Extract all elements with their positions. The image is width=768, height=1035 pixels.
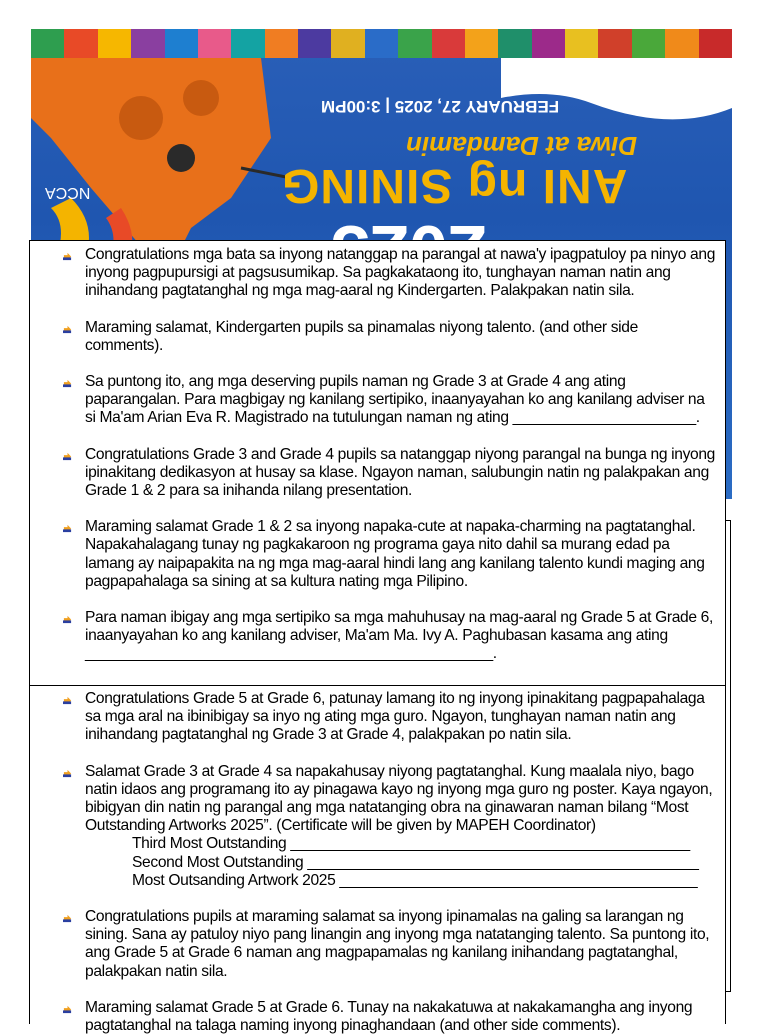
arrow-bullet-icon	[63, 615, 72, 624]
list-item: Sa puntong ito, ang mga deserving pupils naman ng Grade 3 at Grade 4 ang ating paparangalan. Para magbigay ng kanilang sertipiko, inaanyayahan ko ang kanilang adviser na si Ma'am Arian Eva R. Magistrado na tutulungan naman ng ating ______________________.	[30, 373, 725, 428]
list-item: Para naman ibigay ang mga sertipiko sa mga mahuhusay na mag-aaral ng Grade 5 at Grade 6, inaanyayahan ko ang kanilang adviser, Ma'am Ma. Ivy A. Paghubasan kasama ang ating _________________________________________________.	[30, 609, 725, 664]
banner-subtitle: Diwa at Damdamin	[406, 131, 638, 161]
arrow-bullet-icon	[63, 769, 72, 778]
script-list-1	[30, 241, 725, 664]
list-item: Maraming salamat Grade 5 at Grade 6. Tunay na nakakatuwa at nakakamangha ang inyong pagtatanghal na talaga naming inyong pinaghandaan (and other side comments).	[30, 999, 725, 1035]
banner-title: ANI ng SINING	[281, 159, 628, 212]
award-lines	[132, 835, 717, 890]
arrow-bullet-icon	[63, 524, 72, 533]
banner-date: FEBRUARY 27, 2025 | 3:00PM	[321, 97, 560, 116]
arrow-bullet-icon	[63, 452, 72, 461]
list-item: Salamat Grade 3 at Grade 4 sa napakahusay niyong pagtatanghal. Kung maalala niyo, bago natin idaos ang programang ito ay pinagawa kayo ng inyong mga guro ng poster. Kaya ngayon, bibigyan din natin ng parangal ang mga natatanging obra na ginawaran naman bilang “Most Outstanding Artworks 2025”. (Certificate will be given by MAPEH Coordinator) Third Most Outstanding ________________________________________________ Second Most Outstanding _______________________________________________ Most Outsanding Artwork 2025 ___________________________________________	[30, 763, 725, 890]
list-item: Maraming salamat, Kindergarten pupils sa pinamalas niyong talento. (and other side comments).	[30, 319, 725, 355]
script-box-2	[29, 685, 726, 1035]
arrow-bullet-icon	[63, 252, 72, 261]
list-item: Congratulations Grade 5 at Grade 6, patunay lamang ito ng inyong ipinakitang pagpapahalaga sa mga aral na ibinibigay sa inyo ng ating mga guro. Ngayon, tunghayan naman natin ang inihandang pagtatanghal ng Grade 3 at Grade 4, palakpakan po natin sila.	[30, 690, 725, 745]
arrow-bullet-icon	[63, 914, 72, 923]
script-box-1	[29, 240, 726, 686]
award-line-third: Third Most Outstanding ________________________________________________	[132, 835, 690, 853]
decorative-strip	[31, 29, 732, 58]
list-item: Maraming salamat Grade 1 & 2 sa inyong napaka-cute at napaka-charming na pagtatanghal. Napakahalagang tunay ng pagkakaroon ng programa gaya nito dahil sa murang edad pa lamang ay naipapakita na ng mga mag-aaral hindi lang ang kanilang talento kundi maging ang pagpapahalaga sa sining at sa kultura nating mga Pilipino.	[30, 518, 725, 591]
arrow-bullet-icon	[63, 696, 72, 705]
arrow-bullet-icon	[63, 379, 72, 388]
ncca-logo: NCCA	[45, 184, 91, 201]
award-line-most: Most Outsanding Artwork 2025 ___________________________________________	[132, 871, 698, 889]
script-list-2	[30, 686, 725, 1035]
page-border-fragment	[726, 520, 731, 992]
arrow-bullet-icon	[63, 325, 72, 334]
list-item: Congratulations Grade 3 and Grade 4 pupils sa natanggap niyong parangal na bunga ng inyong ipinakitang dedikasyon at husay sa klase. Ngayon naman, salubungin natin ng palakpakan ang Grade 1 & 2 para sa inihanda nilang presentation.	[30, 446, 725, 501]
arrow-bullet-icon	[63, 1005, 72, 1014]
list-item: Congratulations pupils at maraming salamat sa inyong ipinamalas na galing sa larangan ng sining. Sana ay patuloy niyo pang linangin ang inyong mga natatanging talento. Sa puntong ito, ang Grade 5 at Grade 6 naman ang magpapamalas ng kanilang inihandang pagtatanghal, palakpakan natin sila.	[30, 908, 725, 981]
list-item: Congratulations mga bata sa inyong natanggap na parangal at nawa'y ipagpatuloy pa ninyo ang inyong pagpupursigi at pagsusumikap. Sa pagkakataong ito, tunghayan naman natin ang inihandang pagtatanghal ng mga mag-aaral ng Kindergarten. Palakpakan natin sila.	[30, 246, 725, 301]
award-line-second: Second Most Outstanding _______________________________________________	[132, 853, 699, 871]
